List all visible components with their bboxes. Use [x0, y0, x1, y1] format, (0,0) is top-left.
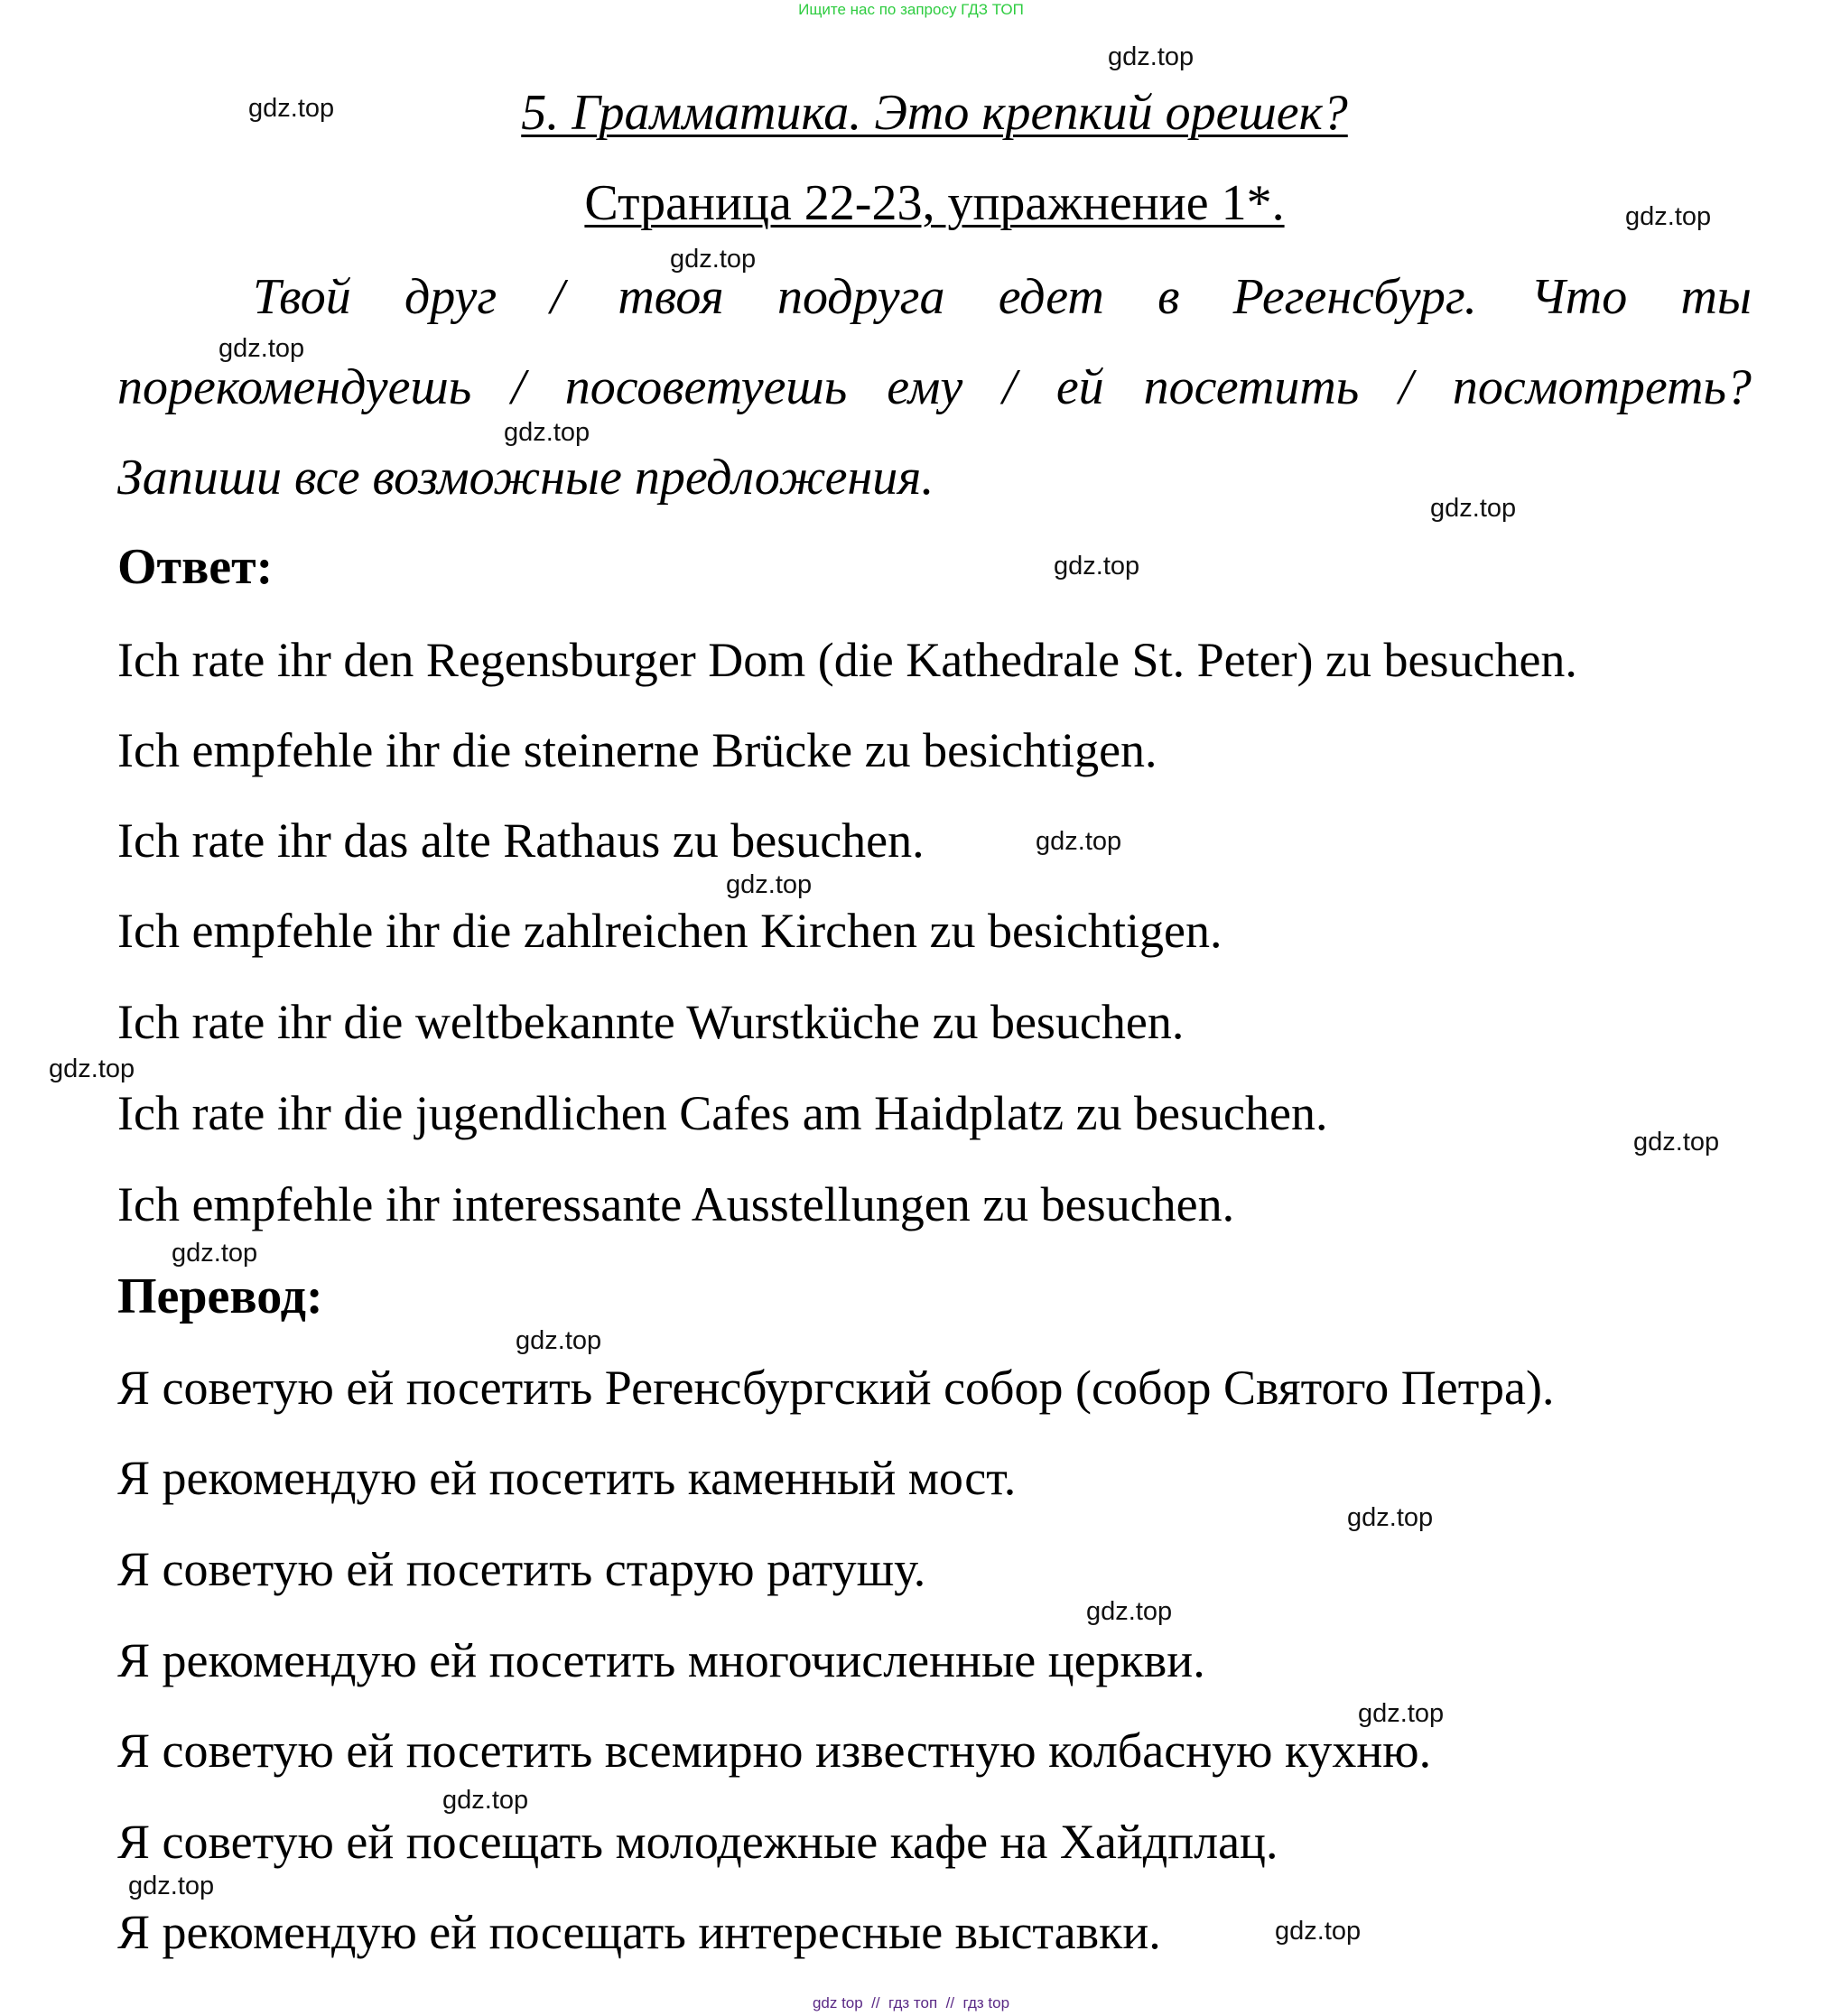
- watermark: gdz.top: [1108, 42, 1195, 71]
- watermark: gdz.top: [1054, 552, 1140, 581]
- chapter-title: 5. Грамматика. Это крепкий орешек?: [521, 85, 1348, 141]
- task-line-1: [253, 267, 1752, 327]
- answer-line: Ich rate ihr das alte Rathaus zu besuchen.: [117, 813, 925, 868]
- translation-line: Я рекомендую ей посетить многочисленные церкви.: [117, 1633, 1205, 1687]
- task-word: Твой: [253, 269, 351, 325]
- watermark: gdz.top: [726, 870, 813, 899]
- task-word: /: [1002, 359, 1017, 415]
- translation-line: Я советую ей посетить старую ратушу.: [117, 1542, 926, 1596]
- watermark: gdz.top: [1036, 827, 1122, 856]
- answer-heading: Ответ:: [117, 539, 274, 595]
- translation-line: Я советую ей посетить Регенсбургский собор (собор Святого Петра).: [117, 1361, 1555, 1415]
- watermark: gdz.top: [49, 1054, 135, 1083]
- search-banner: Ищите нас по запросу ГДЗ ТОП: [798, 1, 1024, 18]
- task-word: посетить: [1143, 359, 1360, 415]
- watermark: gdz.top: [172, 1239, 258, 1268]
- translation-line: Я советую ей посетить всемирно известную колбасную кухню.: [117, 1723, 1432, 1778]
- answer-line: Ich rate ihr die weltbekannte Wurstküche zu besuchen.: [117, 995, 1185, 1049]
- answer-line: Ich rate ihr den Regensburger Dom (die Kathedrale St. Peter) zu besuchen.: [117, 633, 1577, 687]
- watermark: gdz.top: [1358, 1699, 1445, 1728]
- task-word: /: [511, 359, 525, 415]
- watermark: gdz.top: [516, 1326, 602, 1355]
- watermark: gdz.top: [504, 418, 590, 447]
- watermark: gdz.top: [670, 245, 757, 274]
- task-word: едет: [998, 269, 1104, 325]
- translation-line: Я рекомендую ей посещать интересные выставки.: [117, 1905, 1161, 1959]
- task-word: /: [1399, 359, 1413, 415]
- task-word: Регенсбург.: [1232, 269, 1477, 325]
- watermark: gdz.top: [128, 1872, 215, 1900]
- watermark: gdz.top: [1086, 1597, 1173, 1626]
- answer-line: Ich empfehle ihr die zahlreichen Kirchen zu besichtigen.: [117, 904, 1222, 958]
- watermark: gdz.top: [248, 94, 335, 123]
- watermark: gdz.top: [1430, 494, 1517, 523]
- task-word: посоветуешь: [564, 359, 848, 415]
- exercise-title: Страница 22-23, упражнение 1*.: [584, 175, 1285, 231]
- task-word: посмотреть?: [1452, 359, 1752, 415]
- task-word: друг: [404, 269, 497, 325]
- watermark: gdz.top: [1625, 202, 1712, 231]
- answer-line: Ich rate ihr die jugendlichen Cafes am Haidplatz zu besuchen.: [117, 1086, 1328, 1140]
- task-word: твоя: [618, 269, 724, 325]
- task-word: подруга: [776, 269, 945, 325]
- watermark: gdz.top: [442, 1786, 529, 1815]
- task-word: ему: [887, 359, 963, 415]
- watermark: gdz.top: [1347, 1503, 1434, 1532]
- answer-line: Ich empfehle ihr die steinerne Brücke zu besichtigen.: [117, 723, 1157, 777]
- watermark: gdz.top: [218, 334, 305, 363]
- task-word: порекомендуешь: [117, 359, 472, 415]
- footer-watermark: gdz top // гдз топ // гдз top: [812, 1994, 1010, 2011]
- task-word: ей: [1055, 359, 1104, 415]
- task-word: Что: [1530, 269, 1628, 325]
- translation-line: Я рекомендую ей посетить каменный мост.: [117, 1451, 1017, 1505]
- translation-heading: Перевод:: [117, 1268, 323, 1324]
- watermark: gdz.top: [1275, 1917, 1362, 1946]
- task-word: в: [1157, 269, 1180, 325]
- task-word: ты: [1680, 269, 1752, 325]
- task-line-2: [117, 358, 1752, 417]
- task-word: /: [550, 269, 565, 325]
- task-line-3: Запиши все возможные предложения.: [117, 450, 934, 506]
- watermark: gdz.top: [1633, 1128, 1720, 1157]
- translation-line: Я советую ей посещать молодежные кафе на Хайдплац.: [117, 1815, 1278, 1869]
- answer-line: Ich empfehle ihr interessante Ausstellungen zu besuchen.: [117, 1177, 1235, 1231]
